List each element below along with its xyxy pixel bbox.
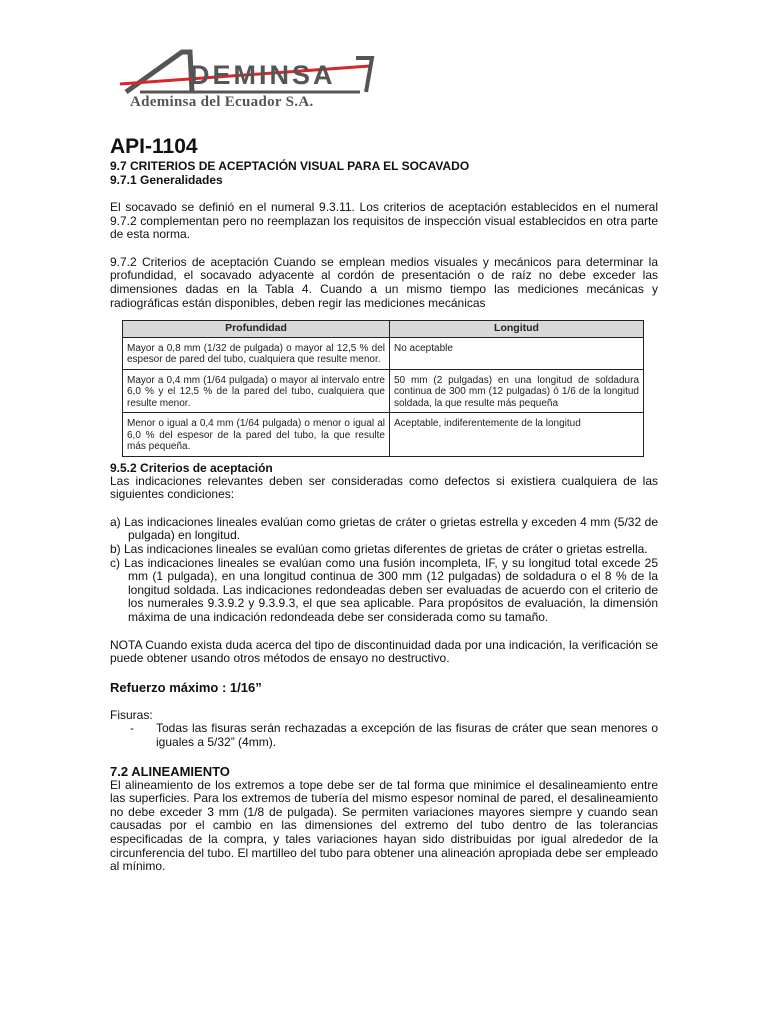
table-cell: Mayor a 0,4 mm (1/64 pulgada) o mayor al intervalo entre 6,0 % y el 12,5 % de la pared del tubo, cualquiera que resulte menor. [123, 369, 390, 413]
table-cell: No aceptable [390, 337, 644, 369]
section-952-intro: Las indicaciones relevantes deben ser consideradas como defectos si existiera cualquiera de las siguientes condiciones: [110, 473, 658, 502]
table-cell: 50 mm (2 pulgadas) en una longitud de soldadura continua de 300 mm (12 pulgadas) ó 1/6 de la longitud soldada, la que resulte más pequeña [390, 369, 644, 413]
company-logo [120, 48, 380, 118]
logo-subtitle: Ademinsa del Ecuador S.A. [130, 94, 314, 110]
table-cell: Menor o igual a 0,4 mm (1/64 pulgada) o menor o igual al 6,0 % del espesor de la pared del tubo, la que resulte más pequeña. [123, 413, 390, 457]
generalidades-paragraph: El socavado se definió en el numeral 9.3.11. Los criterios de aceptación establecidos en el numeral 9.7.2 complementan pero no reemplazan los requisitos de inspección visual establecidos en otra parte de esta norma. [110, 200, 658, 242]
bullet-dash: - [130, 721, 134, 736]
refuerzo-heading: Refuerzo máximo : 1/16” [110, 679, 262, 695]
table-row [123, 369, 644, 413]
logo-wordmark: DEMINSA [190, 60, 336, 90]
document-body [110, 135, 658, 874]
nota-paragraph: NOTA Cuando exista duda acerca del tipo de discontinuidad dada por una indicación, la verificación se puede obtener usando otros métodos de ensayo no destructivo. [110, 637, 658, 666]
criterios-paragraph: 9.7.2 Criterios de aceptación Cuando se emplean medios visuales y mecánicos para determinar la profundidad, el socavado adyacente al cordón de presentación o de raíz no debe exceder las dimensiones dadas en la Tabla 4. Cuando a un mismo tiempo las mediciones mecánicas y radiográficas están disponibles, deben regir las mediciones mecánicas [110, 254, 658, 310]
fisuras-label: Fisuras: [110, 707, 153, 722]
section-971-heading: 9.7.1 Generalidades [110, 173, 223, 187]
document-title: API-1104 [110, 135, 198, 158]
alineamiento-paragraph: El alineamiento de los extremos a tope debe ser de tal forma que minimice el desalineamiento entre las superficies. Para los extremos de tubería del mismo espesor nominal de pared, el desalineamiento no debe exceder 3 mm (1/8 de pulgada). Se permiten variaciones mayores siempre y cuando sean causadas por el cambio en las dimensiones del extremo del tubo dentro de las tolerancias especificadas de la compra, y tales variaciones hayan sido distribuidas por igual alrededor de la circunferencia del tubo. El martilleo del tubo para obtener una alineación apropiada debe ser empleado al mínimo. [110, 777, 658, 874]
fisuras-bullet [130, 722, 658, 749]
undercut-table [122, 320, 644, 457]
table-header-longitud: Longitud [390, 321, 644, 338]
list-item: a) Las indicaciones lineales evalúan como grietas de cráter o grietas estrella y exceden 4 mm (5/32 de pulgada) en longitud. [110, 514, 658, 543]
table-row [123, 337, 644, 369]
section-952-heading: 9.5.2 Criterios de aceptación [110, 460, 273, 475]
list-item: c) Las indicaciones lineales se evalúan como una fusión incompleta, IF, y su longitud total excede 25 mm (1 pulgada), en una longitud continua de 300 mm (12 pulgadas) de soldadura o el 8 % de la longitud soldada. Las indicaciones redondeadas deben ser evaluadas de acuerdo con el criterio de los numerales 9.3.9.2 y 9.3.9.3, el que sea aplicable. Para propósitos de evaluación, la dimensión máxima de una indicación redondeada debe ser considerada como su tamaño. [110, 555, 658, 624]
section-97-heading: 9.7 CRITERIOS DE ACEPTACIÓN VISUAL PARA EL SOCAVADO [110, 159, 470, 173]
table-cell: Mayor a 0,8 mm (1/32 de pulgada) o mayor al 12,5 % del espesor de pared del tubo, cualquiera que resulte menor. [123, 337, 390, 369]
table-row [123, 413, 644, 457]
table-header-profundidad: Profundidad [123, 321, 390, 338]
section-72-heading: 7.2 ALINEAMIENTO [110, 763, 230, 779]
list-item: b) Las indicaciones lineales se evalúan como grietas diferentes de grietas de cráter o grietas estrella. [110, 542, 648, 557]
table-cell: Aceptable, indiferentemente de la longitud [390, 413, 644, 457]
fisuras-text: Todas las fisuras serán rechazadas a excepción de las fisuras de cráter que sean menores o iguales a 5/32” (4mm). [156, 721, 658, 749]
